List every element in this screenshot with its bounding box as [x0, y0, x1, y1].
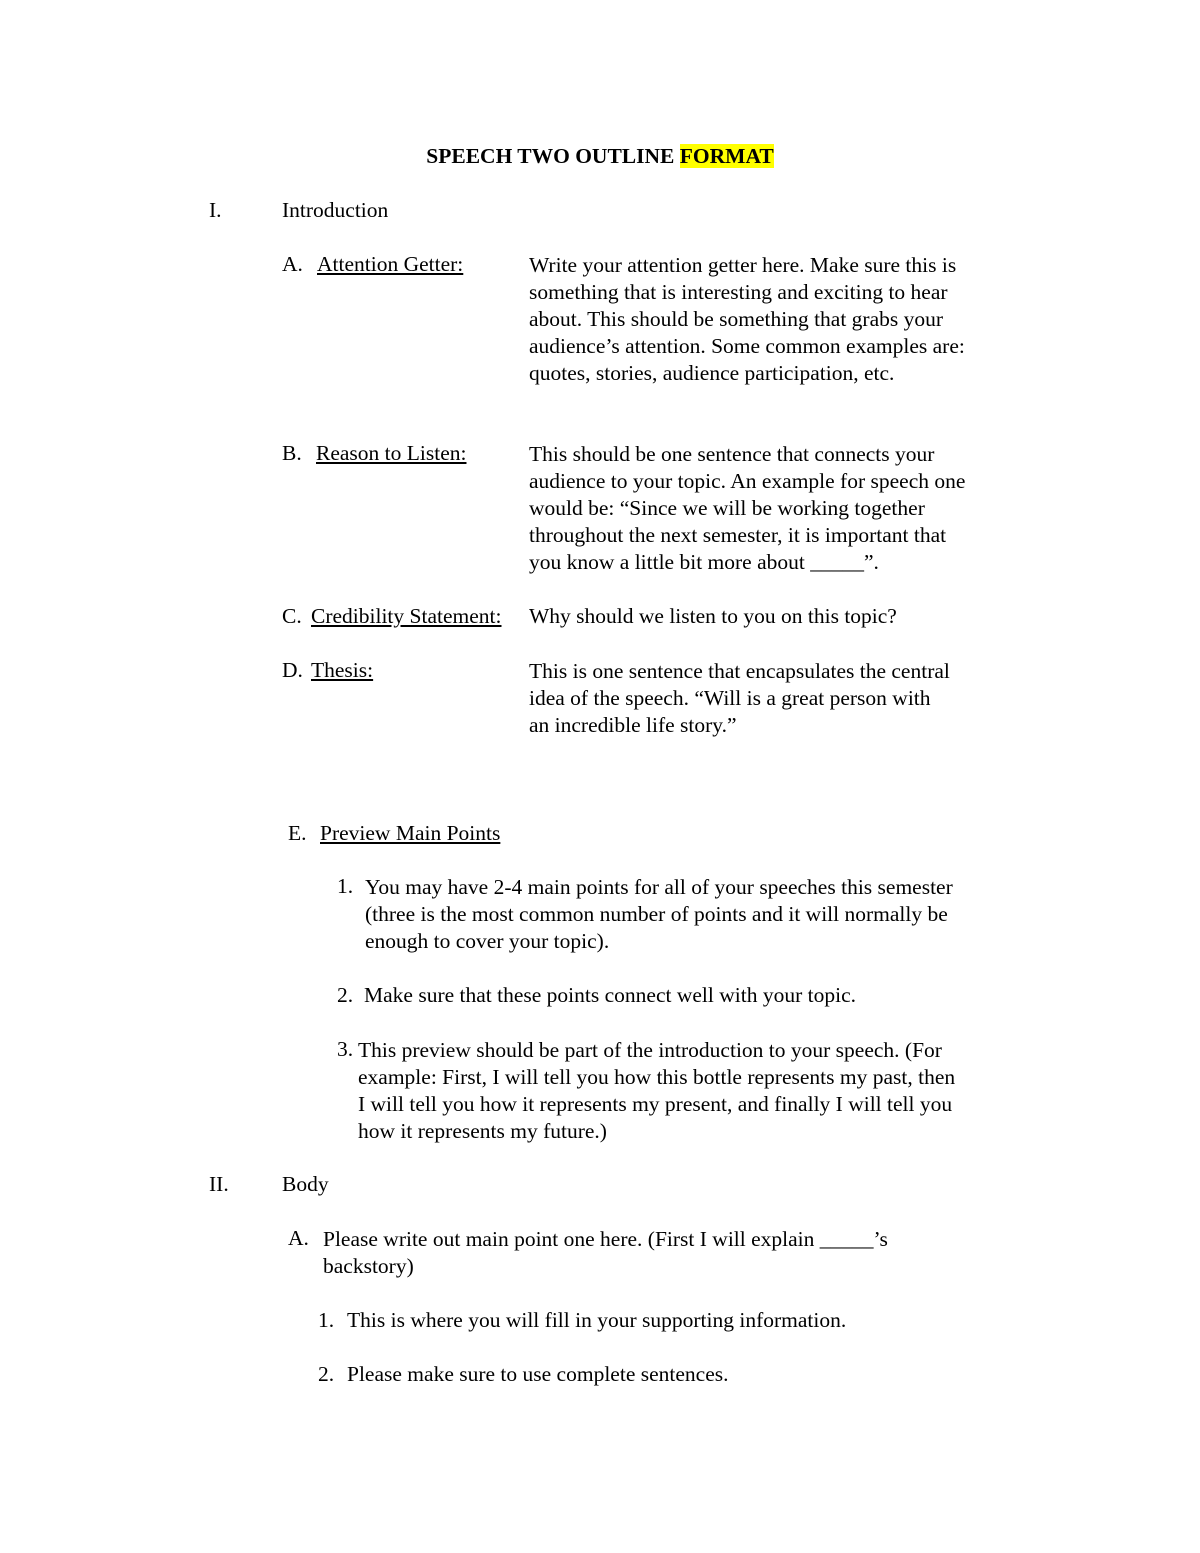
preview-point-1	[365, 874, 953, 955]
item-d-line: idea of the speech. “Will is a great person with	[529, 686, 931, 711]
preview-point-1-number: 1.	[337, 874, 354, 898]
item-b-text	[529, 441, 965, 576]
preview-point-1-line: (three is the most common number of points and it will normally be	[365, 902, 948, 927]
item-a-line: quotes, stories, audience participation, etc.	[529, 361, 895, 386]
preview-point-3	[358, 1037, 955, 1145]
section-1-label: Introduction	[282, 198, 389, 222]
body-a-line: Please write out main point one here. (First I will explain _____’s	[323, 1227, 888, 1251]
preview-point-1-line: enough to cover your topic).	[365, 929, 610, 954]
preview-point-3-line: I will tell you how it represents my present, and finally I will tell you	[358, 1092, 953, 1117]
preview-point-3-line: how it represents my future.)	[358, 1119, 607, 1144]
item-a-letter: A.	[282, 252, 303, 276]
preview-point-1-line: You may have 2-4 main points for all of your speeches this semester	[365, 875, 953, 899]
item-b-line: would be: “Since we will be working together	[529, 496, 925, 521]
item-a-label: Attention Getter:	[317, 252, 464, 276]
item-b-line: This should be one sentence that connects your	[529, 442, 935, 466]
preview-point-3-line: This preview should be part of the introduction to your speech. (For	[358, 1038, 942, 1062]
item-e-label: Preview Main Points	[320, 821, 501, 845]
item-d-text	[529, 658, 950, 739]
body-point-1: This is where you will fill in your supporting information.	[347, 1308, 847, 1332]
item-d-letter: D.	[282, 658, 303, 682]
item-d-line: an incredible life story.”	[529, 713, 737, 738]
item-a-line: something that is interesting and exciting to hear	[529, 280, 948, 305]
item-b-line: you know a little bit more about _____”.	[529, 550, 879, 575]
item-c-letter: C.	[282, 604, 302, 628]
body-point-1-number: 1.	[318, 1308, 335, 1332]
preview-point-3-number: 3.	[337, 1037, 354, 1061]
title-highlight: FORMAT	[679, 144, 774, 168]
body-a-letter: A.	[288, 1226, 309, 1250]
preview-point-3-line: example: First, I will tell you how this bottle represents my past, then	[358, 1065, 956, 1090]
item-b-line: audience to your topic. An example for speech one	[529, 469, 966, 494]
item-b-line: throughout the next semester, it is important that	[529, 523, 947, 548]
item-e-letter: E.	[288, 821, 307, 845]
item-a-text	[529, 252, 965, 387]
item-b-letter: B.	[282, 441, 302, 465]
item-d-label: Thesis:	[311, 658, 374, 682]
page-title	[0, 144, 1200, 169]
section-1-numeral: I.	[209, 198, 222, 222]
title-main: SPEECH TWO OUTLINE	[426, 144, 680, 168]
body-a-text	[323, 1226, 888, 1280]
item-c-label: Credibility Statement:	[311, 604, 502, 628]
preview-point-2-number: 2.	[337, 983, 354, 1007]
item-d-line: This is one sentence that encapsulates the central	[529, 659, 950, 683]
item-b-label: Reason to Listen:	[316, 441, 467, 465]
section-2-numeral: II.	[209, 1172, 229, 1196]
item-a-line: about. This should be something that grabs your	[529, 307, 944, 332]
body-point-2: Please make sure to use complete sentences.	[347, 1362, 729, 1386]
section-2-label: Body	[282, 1172, 329, 1196]
body-a-line: backstory)	[323, 1254, 414, 1279]
item-c-text: Why should we listen to you on this topic?	[529, 604, 897, 628]
item-a-line: audience’s attention. Some common examples are:	[529, 334, 965, 359]
body-point-2-number: 2.	[318, 1362, 335, 1386]
item-a-line: Write your attention getter here. Make sure this is	[529, 253, 957, 277]
preview-point-2: Make sure that these points connect well with your topic.	[364, 983, 856, 1007]
